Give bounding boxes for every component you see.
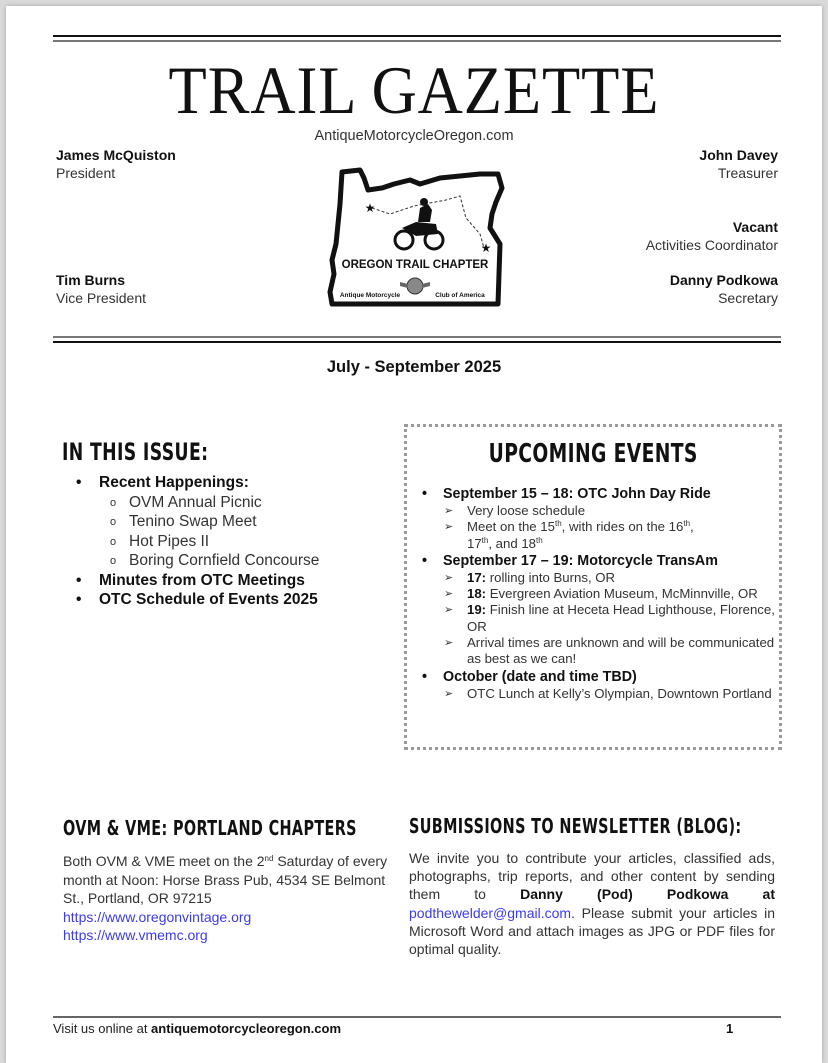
officer-treasurer bbox=[699, 146, 778, 182]
bullet-icon: • bbox=[422, 668, 428, 685]
footer-url-link[interactable]: antiquemotorcycleoregon.com bbox=[151, 1021, 342, 1036]
top-rule-gray bbox=[53, 40, 781, 42]
circle-bullet-icon: o bbox=[110, 535, 117, 548]
event-detail: ➢ Very loose schedule bbox=[444, 503, 586, 518]
oregon-map-icon bbox=[320, 164, 510, 314]
officer-role: Secretary bbox=[718, 290, 778, 306]
bullet-icon: • bbox=[76, 591, 82, 608]
upcoming-events-box bbox=[404, 424, 782, 750]
page-number: 1 bbox=[726, 1021, 734, 1036]
toc-item[interactable]: • Minutes from OTC Meetings bbox=[76, 571, 305, 589]
toc-item[interactable]: • OTC Schedule of Events 2025 bbox=[76, 591, 318, 608]
arrow-bullet-icon: ➢ bbox=[444, 637, 454, 650]
bullet-icon: • bbox=[422, 486, 428, 502]
officer-role: Activities Coordinator bbox=[645, 237, 778, 253]
toc-subitem[interactable]: o Tenino Swap Meet bbox=[72, 512, 319, 532]
svg-text:★: ★ bbox=[364, 201, 376, 215]
officer-name: Danny Podkowa bbox=[669, 272, 778, 288]
event-title: • October (date and time TBD) bbox=[422, 668, 637, 685]
event-detail: ➢ 19: Finish line at Heceta Head Lighthouse, Florence, OR bbox=[444, 602, 775, 634]
officer-role: President bbox=[56, 165, 116, 181]
arrow-bullet-icon: ➢ bbox=[444, 521, 454, 534]
officer-name: Vacant bbox=[732, 219, 778, 235]
arrow-bullet-icon: ➢ bbox=[444, 588, 454, 601]
newsletter-page bbox=[6, 6, 822, 1063]
bullet-icon: • bbox=[76, 571, 82, 589]
svg-text:★: ★ bbox=[480, 241, 492, 255]
toc-subitem[interactable]: o OVM Annual Picnic bbox=[72, 493, 319, 513]
toc-subitem[interactable]: o Boring Cornfield Concourse bbox=[72, 551, 319, 571]
in-this-issue-heading: IN THIS ISSUE: bbox=[62, 438, 209, 466]
event-title: • September 15 – 18: OTC John Day Ride bbox=[422, 486, 711, 502]
officer-activities-coordinator bbox=[646, 218, 778, 254]
event-title: • September 17 – 19: Motorcycle TransAm bbox=[422, 552, 718, 569]
top-rule-dark bbox=[53, 35, 781, 37]
issue-date: July - September 2025 bbox=[326, 358, 502, 376]
ovm-vme-heading: OVM & VME: PORTLAND CHAPTERS bbox=[63, 816, 357, 840]
arrow-bullet-icon: ➢ bbox=[444, 571, 454, 584]
site-url: AntiqueMotorcycleOregon.com bbox=[314, 128, 514, 144]
arrow-bullet-icon: ➢ bbox=[444, 505, 454, 517]
submissions-body: We invite you to contribute your articles, classified ads, photographs, trip reports, and other content by sending them to Danny (Pod) Podkowa at podthewelder@gmail.com. Please submit your articles in Microsoft Word and attach images as JPG or PDF files for optimal quality. bbox=[409, 850, 775, 958]
upcoming-events-heading: UPCOMING EVENTS bbox=[488, 439, 698, 469]
arrow-bullet-icon: ➢ bbox=[444, 687, 454, 700]
event-detail: ➢ OTC Lunch at Kelly’s Olympian, Downtown Portland bbox=[444, 685, 772, 701]
event-detail: ➢ Arrival times are unknown and will be communicated as best as we can! bbox=[444, 635, 775, 667]
bullet-icon: • bbox=[76, 474, 82, 491]
officer-name: James McQuiston bbox=[56, 147, 176, 163]
submissions-heading: SUBMISSIONS TO NEWSLETTER (BLOG): bbox=[409, 814, 742, 838]
event-detail: ➢ Meet on the 15th, with rides on the 16th, 17th, and 18th bbox=[444, 519, 694, 551]
officer-role: Treasurer bbox=[717, 165, 778, 181]
svg-text:OREGON TRAIL CHAPTER: OREGON TRAIL CHAPTER bbox=[341, 259, 489, 271]
toc-item[interactable]: • Recent Happenings: bbox=[76, 474, 249, 491]
footer-rule bbox=[53, 1016, 781, 1018]
mid-rule-gray bbox=[53, 336, 781, 338]
masthead-title: TRAIL GAZETTE bbox=[168, 52, 660, 128]
officer-secretary bbox=[670, 271, 778, 307]
officer-president bbox=[56, 146, 176, 182]
event-detail: ➢ 17: rolling into Burns, OR bbox=[444, 569, 616, 585]
motorcycle-rider-icon bbox=[395, 198, 443, 249]
officer-name: John Davey bbox=[699, 147, 778, 163]
toc-subitem[interactable]: o Hot Pipes II bbox=[72, 532, 319, 552]
svg-text:Club of America: Club of America bbox=[435, 292, 485, 299]
circle-bullet-icon: o bbox=[110, 516, 117, 528]
email-link[interactable]: podthewelder@gmail.com bbox=[409, 904, 572, 921]
arrow-bullet-icon: ➢ bbox=[444, 604, 454, 617]
bullet-icon: • bbox=[422, 552, 428, 569]
officer-role: Vice President bbox=[56, 290, 147, 306]
svg-text:Antique Motorcycle: Antique Motorcycle bbox=[339, 292, 401, 299]
footer-visit: Visit us online at antiquemotorcycleoregon.com bbox=[53, 1021, 342, 1036]
officer-name: Tim Burns bbox=[56, 272, 125, 288]
event-detail: ➢ 18: Evergreen Aviation Museum, McMinnville, OR bbox=[444, 586, 758, 602]
officer-vice-president bbox=[56, 271, 146, 307]
circle-bullet-icon: o bbox=[110, 555, 117, 567]
oregonvintage-link[interactable]: https://www.oregonvintage.org bbox=[63, 908, 252, 925]
vmemc-link[interactable]: https://www.vmemc.org bbox=[63, 927, 208, 943]
circle-bullet-icon: o bbox=[110, 496, 117, 509]
ovm-vme-body: Both OVM & VME meet on the 2nd Saturday of every month at Noon: Horse Brass Pub, 4534 SE Belmont St., Portland, OR 97215 https://www.oregonvintage.org https://www.vmemc.org bbox=[63, 853, 388, 943]
events-list bbox=[419, 485, 779, 702]
oregon-trail-chapter-logo bbox=[320, 164, 510, 314]
mid-rule-dark bbox=[53, 341, 781, 343]
in-this-issue-list bbox=[72, 473, 319, 610]
